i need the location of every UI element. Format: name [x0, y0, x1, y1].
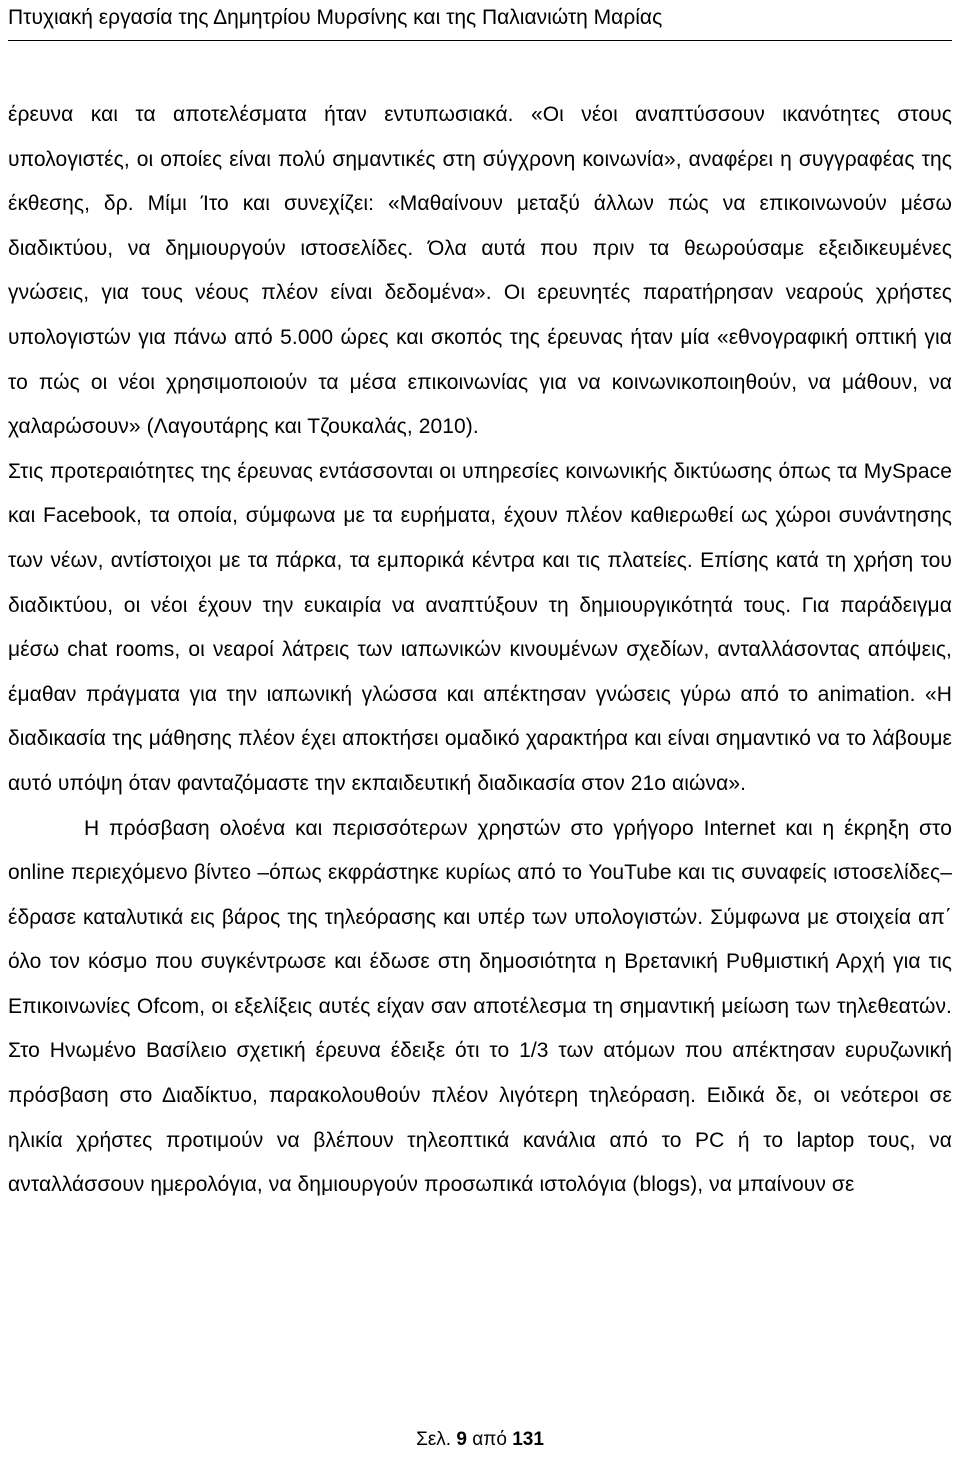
body-text [8, 93, 952, 1208]
footer-of-label: από [472, 1429, 507, 1450]
page-header [8, 2, 952, 41]
footer-page-number: 9 [456, 1429, 467, 1450]
page-footer [0, 1427, 960, 1453]
footer-total-pages: 131 [512, 1429, 544, 1450]
footer-prefix: Σελ. [416, 1429, 452, 1450]
header-title: Πτυχιακή εργασία της Δημητρίου Μυρσίνης και της Παλιανιώτη Μαρίας [8, 6, 663, 29]
paragraph-1: έρευνα και τα αποτελέσματα ήταν εντυπωσιακά. «Οι νέοι αναπτύσσουν ικανότητες στους υπολογιστές, οι οποίες είναι πολύ σημαντικές στη σύγχρονη κοινωνία», αναφέρει η συγγραφέας της έκθεσης, δρ. Μίμι Ίτο και συνεχίζει: «Μαθαίνουν μεταξύ άλλων πώς να επικοινωνούν μέσω διαδικτύου, να δημιουργούν ιστοσελίδες. Όλα αυτά που πριν τα θεωρούσαμε εξειδικευμένες γνώσεις, για τους νέους πλέον είναι δεδομένα». Οι ερευνητές παρατήρησαν νεαρούς χρήστες υπολογιστών για πάνω από 5.000 ώρες και σκοπός της έρευνας ήταν μία «εθνογραφική οπτική για το πώς οι νέοι χρησιμοποιούν τα μέσα επικοινωνίας για να κοινωνικοποιηθούν, να μάθουν, να χαλαρώσουν» (Λαγουτάρης και Τζουκαλάς, 2010). [8, 103, 952, 439]
paragraph-3: Η πρόσβαση ολοένα και περισσότερων χρηστών στο γρήγορο Internet και η έκρηξη στο online περιεχόμενο βίντεο –όπως εκφράστηκε κυρίως από το YouTube και τις συναφείς ιστοσελίδες– έδρασε καταλυτικά εις βάρος της τηλεόρασης και υπέρ των υπολογιστών. Σύμφωνα με στοιχεία απ΄ όλο τον κόσμο που συγκέντρωσε και έδωσε στη δημοσιότητα η Βρετανική Ρυθμιστική Αρχή για τις Επικοινωνίες Ofcom, οι εξελίξεις αυτές είχαν σαν αποτέλεσμα τη σημαντική μείωση των τηλεθεατών. Στο Ηνωμένο Βασίλειο σχετική έρευνα έδειξε ότι το 1/3 των ατόμων που απέκτησαν ευρυζωνική πρόσβαση στο Διαδίκτυο, παρακολουθούν πλέον λιγότερη τηλεόραση. Ειδικά δε, οι νεότεροι σε ηλικία χρήστες προτιμούν να βλέπουν τηλεοπτικά κανάλια από το PC ή το laptop τους, να ανταλλάσσουν ημερολόγια, να δημιουργούν προσωπικά ιστολόγια (blogs), να μπαίνουν σε [8, 816, 952, 1197]
paragraph-2: Στις προτεραιότητες της έρευνας εντάσσονται οι υπηρεσίες κοινωνικής δικτύωσης όπως τα MySpace και Facebook, τα οποία, σύμφωνα με τα ευρήματα, έχουν πλέον καθιερωθεί ως χώροι συνάντησης των νέων, αντίστοιχοι με τα πάρκα, τα εμπορικά κέντρα και τις πλατείες. Επίσης κατά τη χρήση του διαδικτύου, οι νέοι έχουν την ευκαιρία να αναπτύξουν τη δημιουργικότητά τους. Για παράδειγμα μέσω chat rooms, οι νεαροί λάτρεις των ιαπωνικών κινουμένων σχεδίων, ανταλλάσοντας απόψεις, έμαθαν πράγματα για την ιαπωνική γλώσσα και απέκτησαν γνώσεις γύρω από το animation. «Η διαδικασία της μάθησης πλέον έχει αποκτήσει ομαδικό χαρακτήρα και είναι σημαντικό να το λάβουμε αυτό υπόψη όταν φανταζόμαστε την εκπαιδευτική διαδικασία στον 21ο αιώνα». [8, 459, 952, 795]
